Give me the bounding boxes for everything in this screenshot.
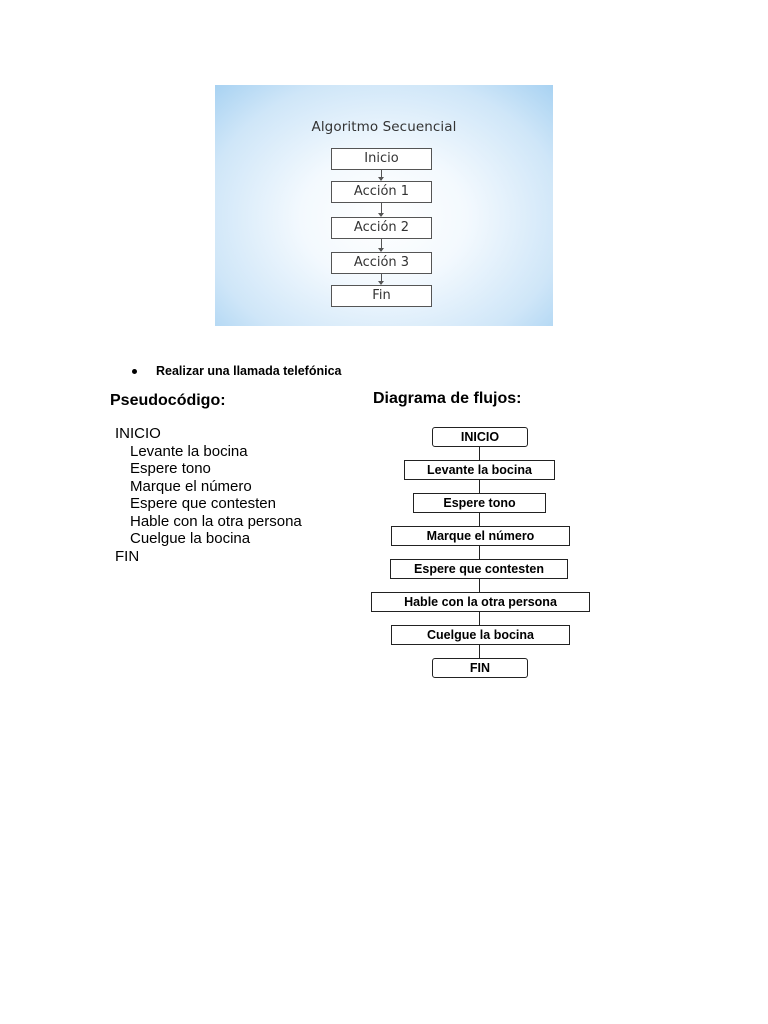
- pseudocode-line: Espere tono: [130, 460, 211, 477]
- sequential-algorithm-slide: [215, 85, 553, 326]
- flow-step-levante-bocina: Levante la bocina: [404, 460, 555, 480]
- slide-arrow: [381, 274, 382, 284]
- bullet-item: [132, 364, 342, 378]
- flow-connector: [479, 480, 480, 493]
- flow-connector: [479, 447, 480, 460]
- slide-step-inicio: Inicio: [331, 148, 432, 170]
- slide-step-fin: Fin: [331, 285, 432, 307]
- flow-step-fin: FIN: [432, 658, 528, 678]
- slide-title: Algoritmo Secuencial: [311, 119, 457, 135]
- pseudocode-line: Marque el número: [130, 477, 252, 495]
- pseudocode-line: INICIO: [115, 425, 161, 442]
- slide-step-accion-3: Acción 3: [331, 252, 432, 274]
- bullet-dot-icon: [132, 369, 137, 374]
- flow-step-inicio: INICIO: [432, 427, 528, 447]
- slide-step-accion-2: Acción 2: [331, 217, 432, 239]
- pseudocode-title: Pseudocódigo:: [110, 392, 226, 409]
- pseudocode-line: Levante la bocina: [130, 442, 248, 460]
- flow-step-espere-tono: Espere tono: [413, 493, 546, 513]
- flow-connector: [479, 612, 480, 625]
- slide-step-accion-1: Acción 1: [331, 181, 432, 203]
- pseudocode-line: FIN: [115, 547, 140, 565]
- flow-connector: [479, 645, 480, 658]
- flow-connector: [479, 579, 480, 592]
- pseudocode-block: [115, 425, 302, 565]
- slide-arrow: [381, 203, 382, 216]
- flow-step-marque-numero: Marque el número: [391, 526, 570, 546]
- flow-step-cuelgue-bocina: Cuelgue la bocina: [391, 625, 570, 645]
- slide-arrow: [381, 239, 382, 251]
- slide-arrow: [381, 170, 382, 180]
- flow-step-espere-contesten: Espere que contesten: [390, 559, 568, 579]
- bullet-text: Realizar una llamada telefónica: [156, 364, 342, 378]
- pseudocode-line: Espere que contesten: [130, 495, 276, 512]
- flow-diagram-title: Diagrama de flujos:: [373, 390, 522, 407]
- flow-step-hable-persona: Hable con la otra persona: [371, 592, 590, 612]
- pseudocode-line: Hable con la otra persona: [130, 512, 302, 530]
- flow-connector: [479, 513, 480, 526]
- flow-connector: [479, 546, 480, 559]
- pseudocode-line: Cuelgue la bocina: [130, 530, 251, 547]
